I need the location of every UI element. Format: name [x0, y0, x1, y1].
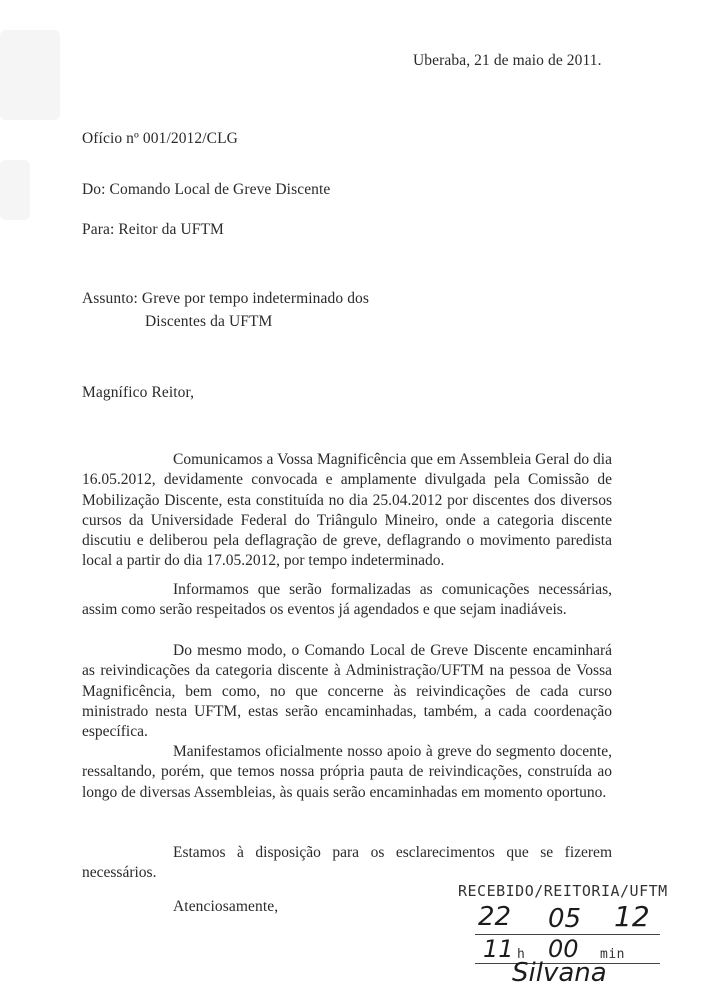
stamp-minute: 00: [548, 935, 579, 963]
office-reference: Ofício nº 001/2012/CLG: [82, 130, 238, 147]
body-paragraph-2: Informamos que serão formalizadas as comunicações necessárias, assim como serão respeitados os eventos já agendados e que sejam inadiáveis.: [82, 581, 612, 619]
body-paragraph-1: Comunicamos a Vossa Magnificência que em Assembleia Geral do dia 16.05.2012, devidamente convocada e amplamente divulgada pela Comissão de Mobilização Discente, esta constituída no dia 25.04.2012 por discentes dos diversos cursos da Universidade Federal do Triângulo Mineiro, onde a categoria discente discutiu e deliberou pela deflagração de greve, deflagrando o movimento paredista local a partir do dia 17.05.2012, por tempo indeterminado.: [82, 451, 612, 570]
stamp-hour-unit: h: [517, 947, 526, 962]
stamp-hour: 11: [483, 935, 514, 963]
body-paragraph-4: Manifestamos oficialmente nosso apoio à greve do segmento docente, ressaltando, porém, que temos nossa própria pauta de reivindicações, construída ao longo de diversas Assembleias, às quais serão encaminhadas em momento oportuno.: [82, 743, 612, 801]
scan-artifact: [0, 160, 30, 220]
subject-line: Assunto: Greve por tempo indeterminado dos: [82, 290, 370, 307]
stamp-minute-unit: min: [600, 947, 625, 962]
body-paragraph-3: Do mesmo modo, o Comando Local de Greve Discente encaminhará as reivindicações da categoria discente à Administração/UFTM na pessoa de Vossa Magnificência, bem como, no que concerne às reivindicações de cada curso ministrado nesta UFTM, estas serão encaminhadas, também, a cada coordenação específica.: [82, 642, 612, 741]
closing: Atenciosamente,: [173, 898, 279, 915]
handwritten-signature: Silvana: [512, 958, 607, 988]
salutation: Magnífico Reitor,: [82, 384, 195, 401]
subject-line-continued: Discentes da UFTM: [145, 313, 273, 330]
recipient-line: Para: Reitor da UFTM: [82, 221, 224, 238]
stamp-day: 22: [478, 902, 512, 932]
scan-artifact: [0, 30, 60, 120]
body-paragraph-5: Estamos à disposição para os esclarecimentos que se fizerem necessários.: [82, 844, 612, 882]
sender-line: Do: Comando Local de Greve Discente: [82, 181, 331, 198]
stamp-year: 12: [614, 900, 650, 933]
place-date: Uberaba, 21 de maio de 2011.: [413, 52, 602, 69]
stamp-month: 05: [548, 904, 582, 934]
received-stamp-label: RECEBIDO/REITORIA/UFTM: [458, 882, 668, 900]
